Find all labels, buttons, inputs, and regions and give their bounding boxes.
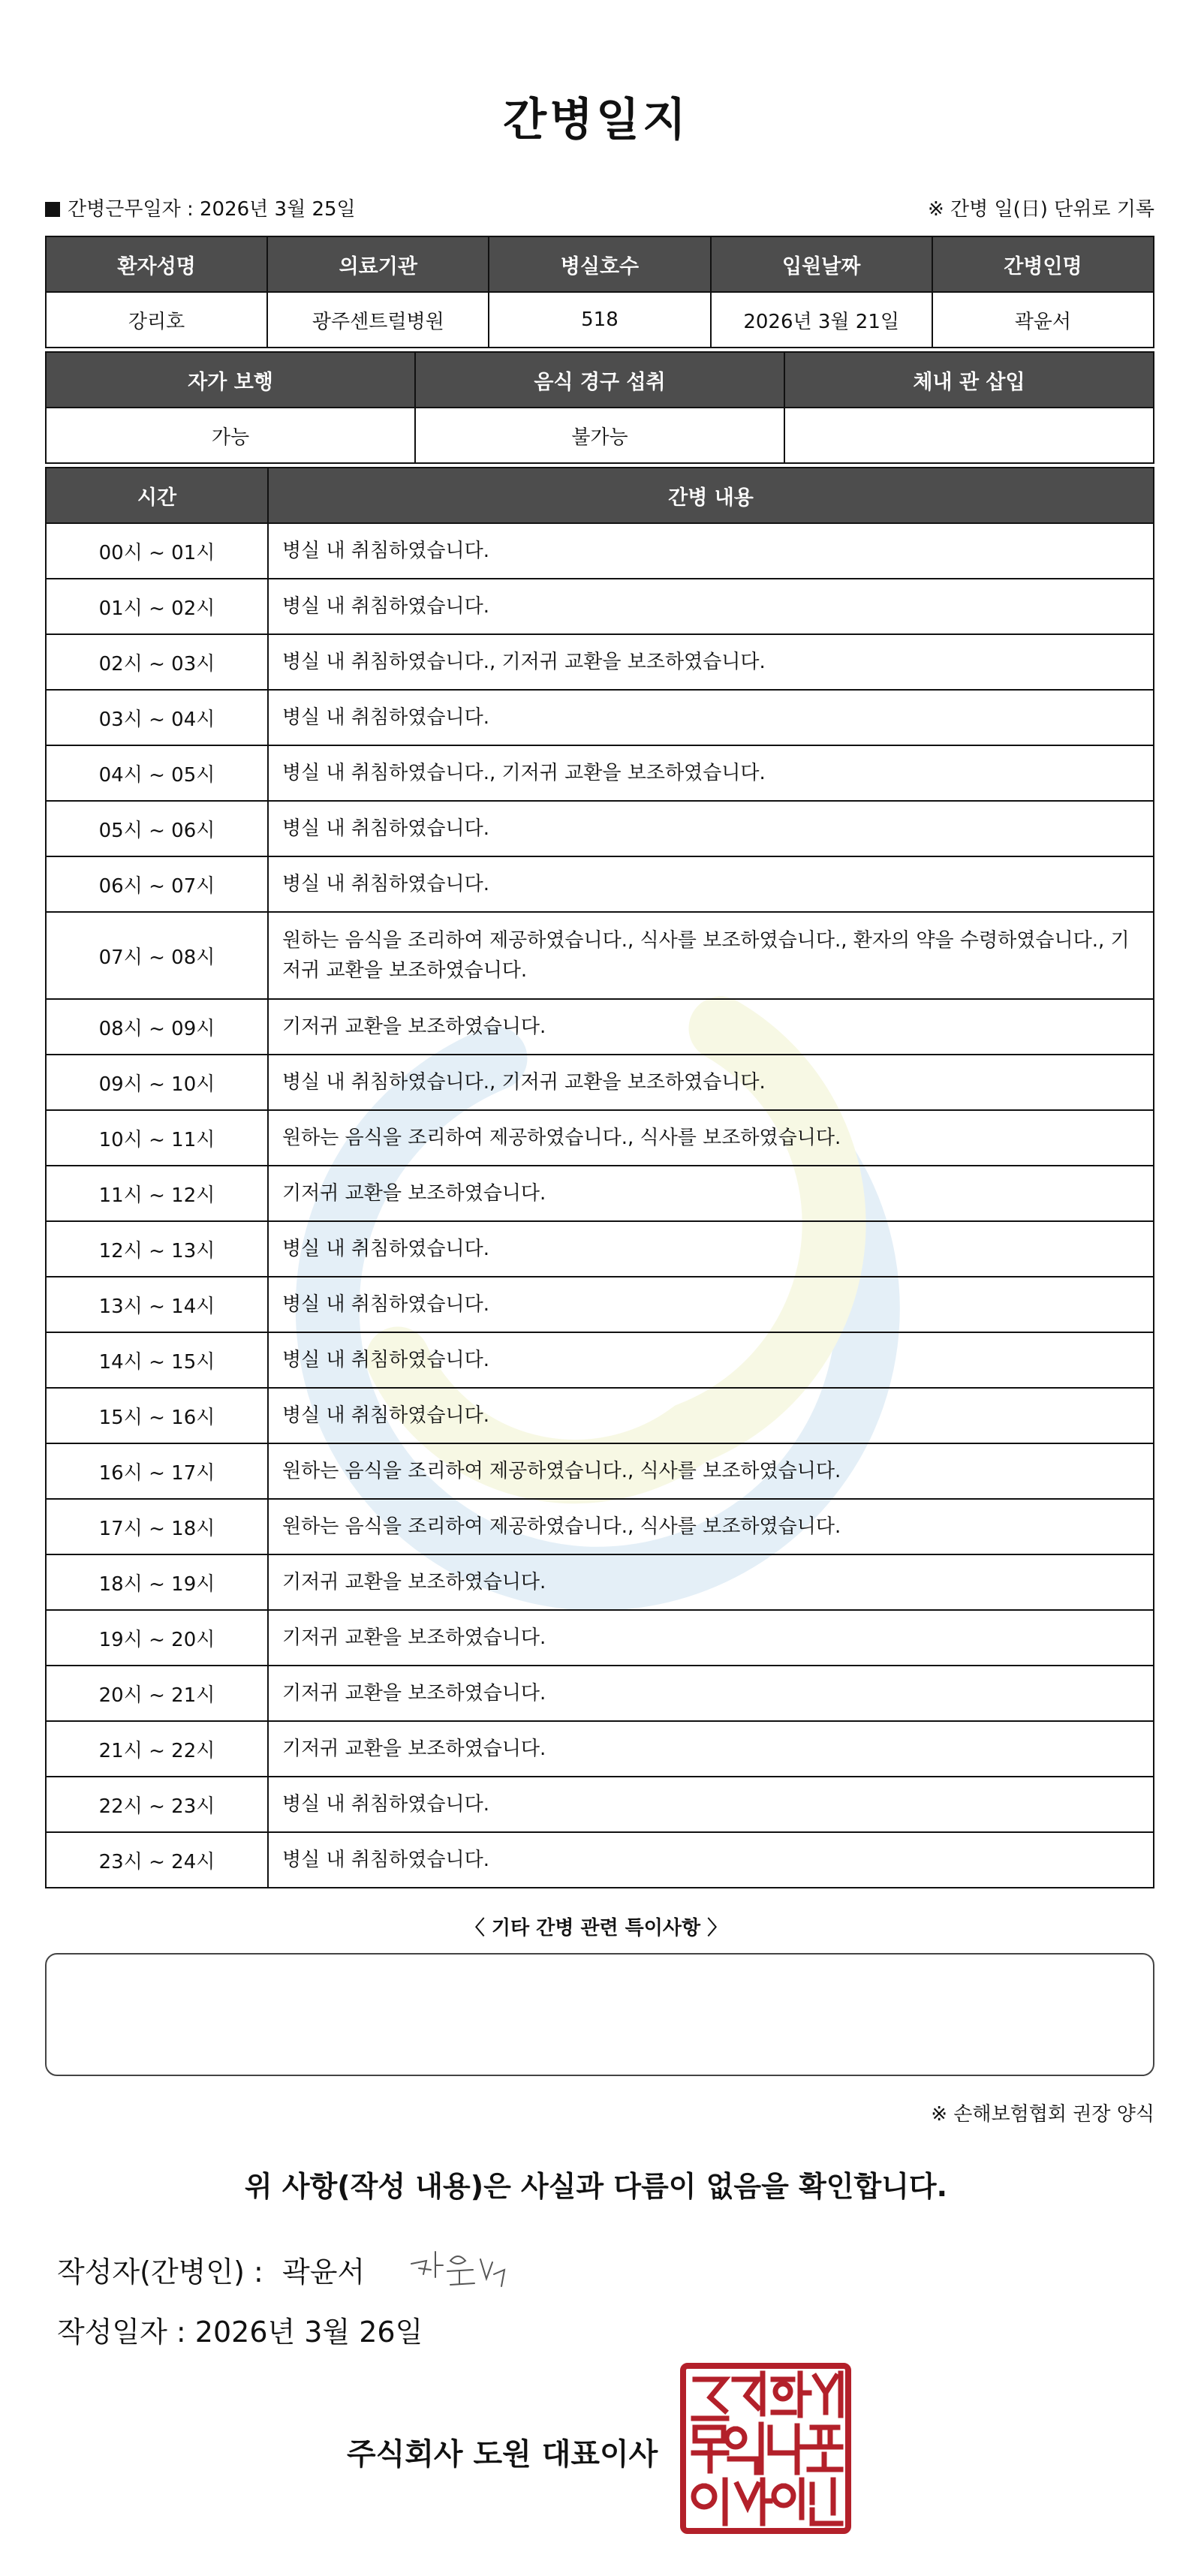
room-number: 518: [489, 292, 710, 348]
table-row: [46, 856, 1154, 912]
time-cell: 22시 ~ 23시: [46, 1777, 268, 1832]
header-tube-insertion: 체내 관 삽입: [784, 352, 1154, 408]
care-log-table: [45, 467, 1154, 1888]
patient-info-value-row: [46, 292, 1154, 348]
time-cell: 13시 ~ 14시: [46, 1277, 268, 1332]
status-header-row: [46, 352, 1154, 408]
time-cell: 21시 ~ 22시: [46, 1721, 268, 1777]
header-admission-date: 입원날짜: [711, 236, 932, 292]
company-representative: 주식회사 도원 대표이사: [347, 2437, 658, 2472]
content-cell: 병실 내 취침하였습니다.: [268, 1388, 1154, 1443]
meta-row: [45, 194, 1154, 224]
content-cell: 병실 내 취침하였습니다.: [268, 1777, 1154, 1832]
handwritten-signature: [405, 2244, 518, 2297]
time-cell: 20시 ~ 21시: [46, 1666, 268, 1721]
content-cell: 기저귀 교환을 보조하였습니다.: [268, 1166, 1154, 1221]
status-value-row: [46, 408, 1154, 463]
page-title: 간병일지: [503, 94, 689, 146]
content-cell: 기저귀 교환을 보조하였습니다.: [268, 1554, 1154, 1610]
table-row: [46, 1610, 1154, 1666]
content-cell: 기저귀 교환을 보조하였습니다.: [268, 1666, 1154, 1721]
content-cell: 병실 내 취침하였습니다.: [268, 801, 1154, 856]
time-cell: 05시 ~ 06시: [46, 801, 268, 856]
time-cell: 12시 ~ 13시: [46, 1221, 268, 1277]
square-bullet-icon: [45, 202, 60, 217]
table-row: [46, 1166, 1154, 1221]
table-row: [46, 1277, 1154, 1332]
time-cell: 19시 ~ 20시: [46, 1610, 268, 1666]
header-patient-name: 환자성명: [46, 236, 267, 292]
header-oral-intake: 음식 경구 섭취: [415, 352, 784, 408]
time-cell: 17시 ~ 18시: [46, 1499, 268, 1554]
content-cell: 기저귀 교환을 보조하였습니다.: [268, 1721, 1154, 1777]
table-row: [46, 690, 1154, 745]
self-walking-value: 가능: [46, 408, 415, 463]
table-row: [46, 1499, 1154, 1554]
content-cell: 병실 내 취침하였습니다.: [268, 1277, 1154, 1332]
time-cell: 08시 ~ 09시: [46, 999, 268, 1055]
time-cell: 11시 ~ 12시: [46, 1166, 268, 1221]
table-row: [46, 1055, 1154, 1110]
content-cell: 병실 내 취침하였습니다.: [268, 1221, 1154, 1277]
table-row: [46, 1832, 1154, 1888]
writer-label: 작성자(간병인) :: [57, 2256, 263, 2289]
written-date: 작성일자 : 2026년 3월 26일: [57, 2316, 423, 2349]
content-cell: 병실 내 취침하였습니다.: [268, 856, 1154, 912]
table-row: [46, 1721, 1154, 1777]
writer-name: 곽윤서: [282, 2256, 366, 2289]
time-cell: 03시 ~ 04시: [46, 690, 268, 745]
content-cell: 병실 내 취침하였습니다.: [268, 1832, 1154, 1888]
tube-insertion-value: [784, 408, 1154, 463]
time-cell: 06시 ~ 07시: [46, 856, 268, 912]
work-date: [45, 194, 356, 221]
time-cell: 23시 ~ 24시: [46, 1832, 268, 1888]
time-cell: 01시 ~ 02시: [46, 579, 268, 634]
table-row: [46, 634, 1154, 690]
work-date-text: 간병근무일자 : 2026년 3월 25일: [68, 198, 356, 221]
time-cell: 14시 ~ 15시: [46, 1332, 268, 1388]
table-row: [46, 1332, 1154, 1388]
hospital: 광주센트럴병원: [267, 292, 489, 348]
table-row: [46, 523, 1154, 579]
header-self-walking: 자가 보행: [46, 352, 415, 408]
table-row: [46, 1554, 1154, 1610]
time-cell: 15시 ~ 16시: [46, 1388, 268, 1443]
patient-status-table: [45, 351, 1154, 464]
patient-name: 강리호: [46, 292, 267, 348]
content-cell: 기저귀 교환을 보조하였습니다.: [268, 999, 1154, 1055]
table-row: [46, 1221, 1154, 1277]
record-unit-note: ※ 간병 일(日) 단위로 기록: [927, 198, 1154, 221]
content-cell: 원하는 음식을 조리하여 제공하였습니다., 식사를 보조하였습니다.: [268, 1443, 1154, 1499]
content-cell: 병실 내 취침하였습니다.: [268, 1332, 1154, 1388]
time-cell: 10시 ~ 11시: [46, 1110, 268, 1166]
content-cell: 병실 내 취침하였습니다., 기저귀 교환을 보조하였습니다.: [268, 745, 1154, 801]
content-cell: 병실 내 취침하였습니다.: [268, 690, 1154, 745]
content-cell: 기저귀 교환을 보조하였습니다.: [268, 1610, 1154, 1666]
time-cell: 02시 ~ 03시: [46, 634, 268, 690]
content-cell: 병실 내 취침하였습니다.: [268, 523, 1154, 579]
table-row: [46, 999, 1154, 1055]
table-row: [46, 1666, 1154, 1721]
content-cell: 병실 내 취침하였습니다., 기저귀 교환을 보조하였습니다.: [268, 1055, 1154, 1110]
care-log-header-row: [46, 468, 1154, 523]
table-row: [46, 801, 1154, 856]
writer-line: [57, 2249, 365, 2290]
special-notes-title: 〈 기타 간병 관련 특이사항 〉: [465, 1917, 727, 1940]
header-time: 시간: [46, 468, 268, 523]
table-row: [46, 1777, 1154, 1832]
table-row: [46, 1443, 1154, 1499]
table-row: [46, 1388, 1154, 1443]
time-cell: 07시 ~ 08시: [46, 912, 268, 999]
special-notes-box: [45, 1953, 1154, 2076]
header-care-content: 간병 내용: [268, 468, 1154, 523]
caregiver-name: 곽윤서: [932, 292, 1154, 348]
content-cell: 병실 내 취침하였습니다.: [268, 579, 1154, 634]
time-cell: 04시 ~ 05시: [46, 745, 268, 801]
content-cell: 병실 내 취침하였습니다., 기저귀 교환을 보조하였습니다.: [268, 634, 1154, 690]
content-cell: 원하는 음식을 조리하여 제공하였습니다., 식사를 보조하였습니다.: [268, 1499, 1154, 1554]
time-cell: 16시 ~ 17시: [46, 1443, 268, 1499]
table-row: [46, 579, 1154, 634]
patient-info-header-row: [46, 236, 1154, 292]
form-source-note: ※ 손해보험협회 권장 양식: [931, 2103, 1154, 2126]
company-seal-icon: [680, 2363, 851, 2534]
content-cell: 원하는 음식을 조리하여 제공하였습니다., 식사를 보조하였습니다.: [268, 1110, 1154, 1166]
confirmation-statement: 위 사항(작성 내용)은 사실과 다름이 없음을 확인합니다.: [244, 2170, 948, 2203]
header-caregiver-name: 간병인명: [932, 236, 1154, 292]
oral-intake-value: 불가능: [415, 408, 784, 463]
table-row: [46, 745, 1154, 801]
table-row: [46, 1110, 1154, 1166]
time-cell: 09시 ~ 10시: [46, 1055, 268, 1110]
time-cell: 18시 ~ 19시: [46, 1554, 268, 1610]
table-row: [46, 912, 1154, 999]
patient-info-table: [45, 236, 1154, 348]
header-hospital: 의료기관: [267, 236, 489, 292]
time-cell: 00시 ~ 01시: [46, 523, 268, 579]
admission-date: 2026년 3월 21일: [711, 292, 932, 348]
content-cell: 원하는 음식을 조리하여 제공하였습니다., 식사를 보조하였습니다., 환자의 약을 수령하였습니다., 기저귀 교환을 보조하였습니다.: [268, 912, 1154, 999]
header-room-number: 병실호수: [489, 236, 710, 292]
